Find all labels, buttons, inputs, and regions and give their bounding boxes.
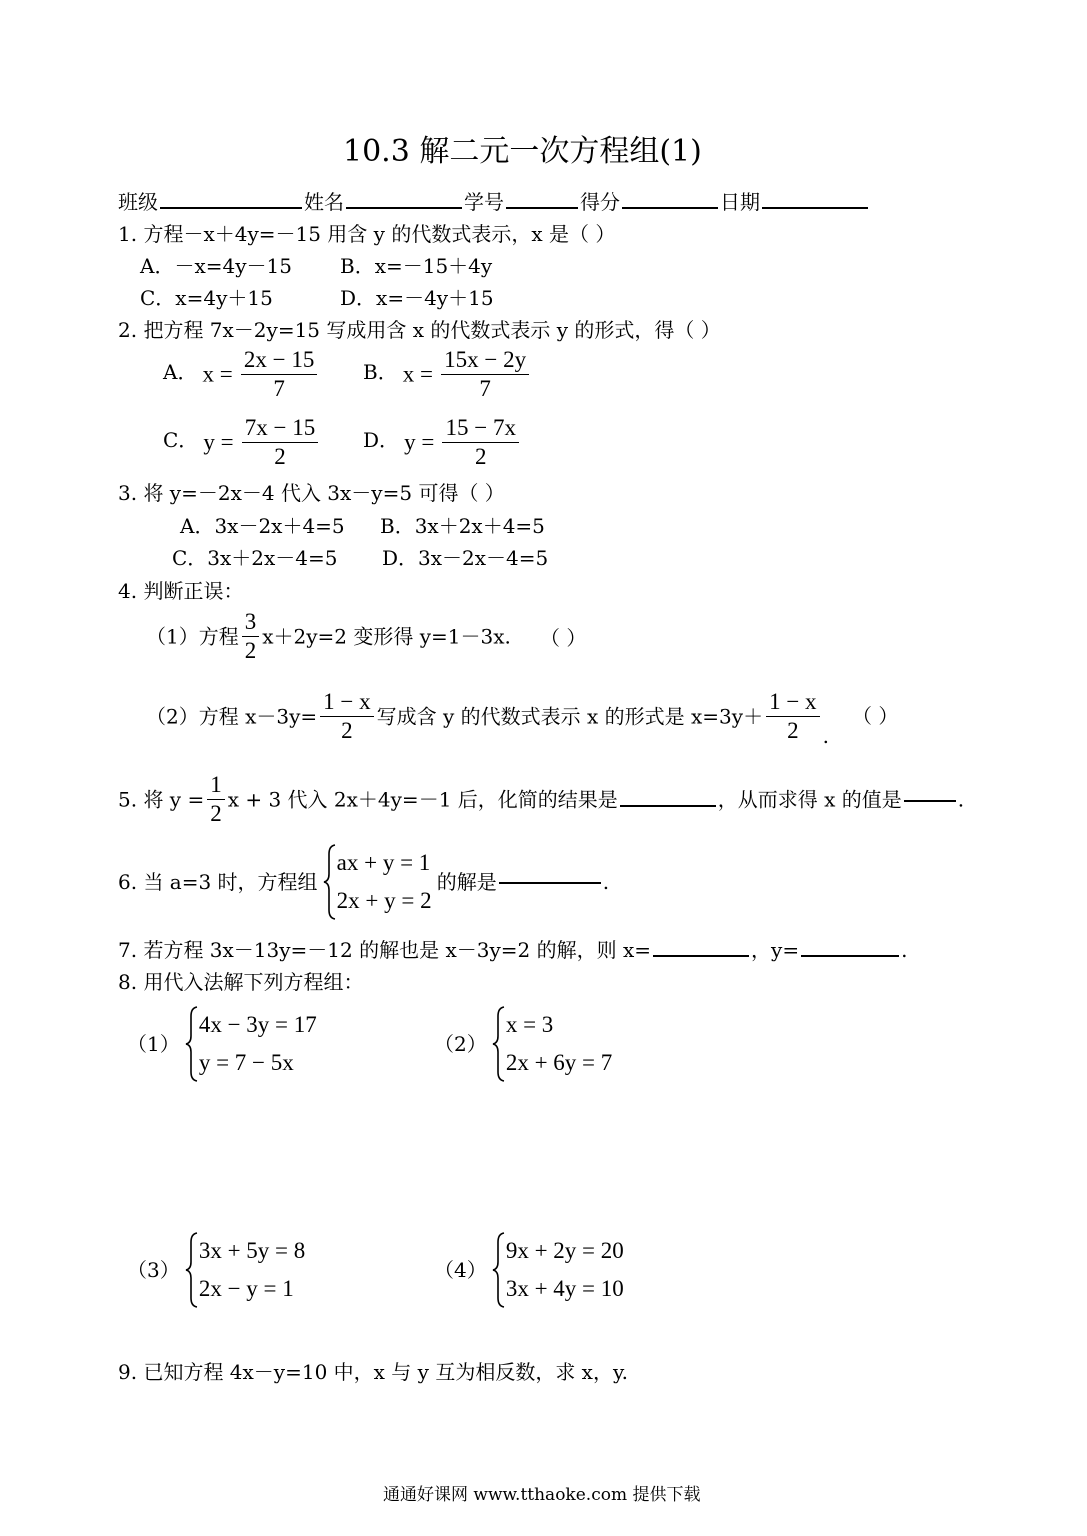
left-brace-icon: [185, 1006, 199, 1082]
q2-stem: 2. 把方程 7x－2y=15 写成用含 x 的代数式表示 y 的形式，得（ ）: [118, 318, 721, 342]
q8-system-2: [434, 1006, 612, 1082]
equation-2: y = 7 − 5x: [198, 1050, 294, 1075]
q3-option-b[interactable]: B．3x＋2x＋4=5: [380, 514, 545, 538]
student-id-blank[interactable]: [506, 205, 578, 209]
equation-system: [492, 1232, 624, 1308]
page-footer: 通通好课网 www.tthaoke.com 提供下载: [383, 1485, 701, 1505]
q5-result-blank[interactable]: [620, 803, 716, 807]
fraction: $\frac{2x - 15}{7}$: [241, 346, 317, 403]
q4-part2-answer-paren[interactable]: （ ）: [852, 704, 899, 728]
q9-stem: 9. 已知方程 4x－y=10 中，x 与 y 互为相反数，求 x，y.: [118, 1360, 628, 1384]
score-label: 得分: [580, 190, 620, 214]
q8-system-1: [127, 1006, 317, 1082]
option-label: D．: [363, 428, 400, 452]
header-fields: [118, 190, 870, 214]
name-blank[interactable]: [346, 205, 462, 209]
fraction: $\frac{7x - 15}{2}$: [242, 414, 318, 471]
fraction: $\frac{15x - 2y}{7}$: [441, 346, 529, 403]
equation-2: 2x + y = 2: [336, 888, 432, 913]
q6-text: 的解是: [436, 870, 497, 894]
left-brace-icon: [492, 1006, 506, 1082]
q5-prefix: 5. 将 y =: [118, 787, 205, 812]
q6: [118, 844, 609, 920]
q8-system-4: [434, 1232, 624, 1308]
fraction: $\frac{1 - x}{2}$: [766, 688, 819, 745]
part2-text: 写成含 y 的代数式表示 x 的形式是 x=3y＋: [376, 704, 764, 729]
system-label: （1）: [127, 1032, 180, 1056]
system-label: （4）: [434, 1258, 487, 1282]
option-label: A．: [163, 360, 198, 384]
q1-option-a[interactable]: A．－x=4y－15: [140, 254, 292, 278]
lhs: x =: [402, 361, 434, 387]
lhs: y =: [404, 429, 435, 455]
q4-part-2: [146, 688, 829, 748]
q7-prefix: 7. 若方程 3x－13y=－12 的解也是 x－3y=2 的解，则 x=: [118, 938, 652, 962]
q2-option-a[interactable]: [163, 346, 320, 403]
lhs: y =: [203, 429, 234, 455]
equation-2: 2x + 6y = 7: [505, 1050, 613, 1075]
q5: [118, 771, 964, 828]
fraction: $\frac{1}{2}$: [207, 771, 225, 828]
q1-option-c[interactable]: C．x=4y＋15: [140, 286, 273, 310]
part1-prefix: （1）方程: [146, 624, 239, 649]
left-brace-icon: [185, 1232, 199, 1308]
left-brace-icon: [492, 1232, 506, 1308]
score-blank[interactable]: [622, 205, 718, 209]
class-label: 班级: [118, 190, 158, 214]
left-brace-icon: [323, 844, 337, 920]
q3-option-d[interactable]: D．3x－2x－4=5: [382, 546, 549, 570]
q7: [118, 938, 907, 962]
equation-1: 9x + 2y = 20: [505, 1238, 624, 1263]
q7-mid: ，y=: [751, 938, 800, 962]
q2-option-c[interactable]: [163, 414, 321, 471]
equation-system: [492, 1006, 612, 1082]
q8-system-3: [127, 1232, 305, 1308]
fraction: $\frac{3}{2}$: [242, 608, 260, 665]
lhs: x =: [202, 361, 233, 387]
q2-option-d[interactable]: [363, 414, 522, 471]
date-label: 日期: [720, 190, 760, 214]
q4-stem: 4. 判断正误：: [118, 579, 244, 603]
q1-stem: 1. 方程－x＋4y=－15 用含 y 的代数式表示，x 是（ ）: [118, 222, 616, 246]
q4-part1-answer-paren[interactable]: （ ）: [540, 626, 587, 650]
q3-option-a[interactable]: A．3x－2x＋4=5: [180, 514, 345, 538]
q7-x-blank[interactable]: [653, 953, 749, 957]
part1-text: x＋2y=2 变形得 y=1－3x.: [262, 624, 511, 649]
q5-x-blank[interactable]: [904, 798, 956, 802]
equation-1: 3x + 5y = 8: [198, 1238, 306, 1263]
name-label: 姓名: [304, 190, 344, 214]
q1-option-d[interactable]: D．x=－4y＋15: [340, 286, 494, 310]
system-label: （3）: [127, 1258, 180, 1282]
option-label: B．: [363, 360, 398, 384]
fraction: $\frac{15 - 7x}{2}$: [442, 414, 518, 471]
equation-system: [323, 844, 432, 920]
equation-2: 3x + 4y = 10: [505, 1276, 624, 1301]
q6-end: .: [602, 870, 610, 894]
equation-system: [185, 1006, 317, 1082]
q7-y-blank[interactable]: [801, 953, 899, 957]
equation-system: [185, 1232, 305, 1308]
equation-1: x = 3: [505, 1012, 554, 1037]
q8-stem: 8. 用代入法解下列方程组：: [118, 970, 364, 994]
equation-1: 4x − 3y = 17: [198, 1012, 317, 1037]
q5-mid: ，从而求得 x 的值是: [717, 787, 902, 812]
q6-answer-blank[interactable]: [499, 880, 601, 884]
q5-text: x + 3 代入 2x＋4y=－1 后，化简的结果是: [227, 787, 618, 812]
page-title: 10.3 解二元一次方程组(1): [343, 134, 702, 169]
system-label: （2）: [434, 1032, 487, 1056]
fraction: $\frac{1 - x}{2}$: [320, 688, 373, 745]
part2-period: .: [822, 724, 829, 748]
q7-end: .: [901, 938, 908, 962]
date-blank[interactable]: [762, 205, 868, 209]
q4-part-1: [146, 608, 511, 665]
q5-end: .: [957, 787, 965, 812]
q1-option-b[interactable]: B．x=－15＋4y: [340, 254, 493, 278]
equation-1: ax + y = 1: [336, 850, 431, 875]
equation-2: 2x − y = 1: [198, 1276, 294, 1301]
q3-stem: 3. 将 y=－2x－4 代入 3x－y=5 可得（ ）: [118, 481, 505, 505]
q3-option-c[interactable]: C．3x＋2x－4=5: [172, 546, 338, 570]
option-label: C．: [163, 428, 199, 452]
class-blank[interactable]: [160, 205, 302, 209]
q2-option-b[interactable]: [363, 346, 532, 403]
student-id-label: 学号: [464, 190, 504, 214]
part2-prefix: （2）方程 x－3y=: [146, 704, 318, 729]
q6-prefix: 6. 当 a=3 时，方程组: [118, 870, 318, 894]
